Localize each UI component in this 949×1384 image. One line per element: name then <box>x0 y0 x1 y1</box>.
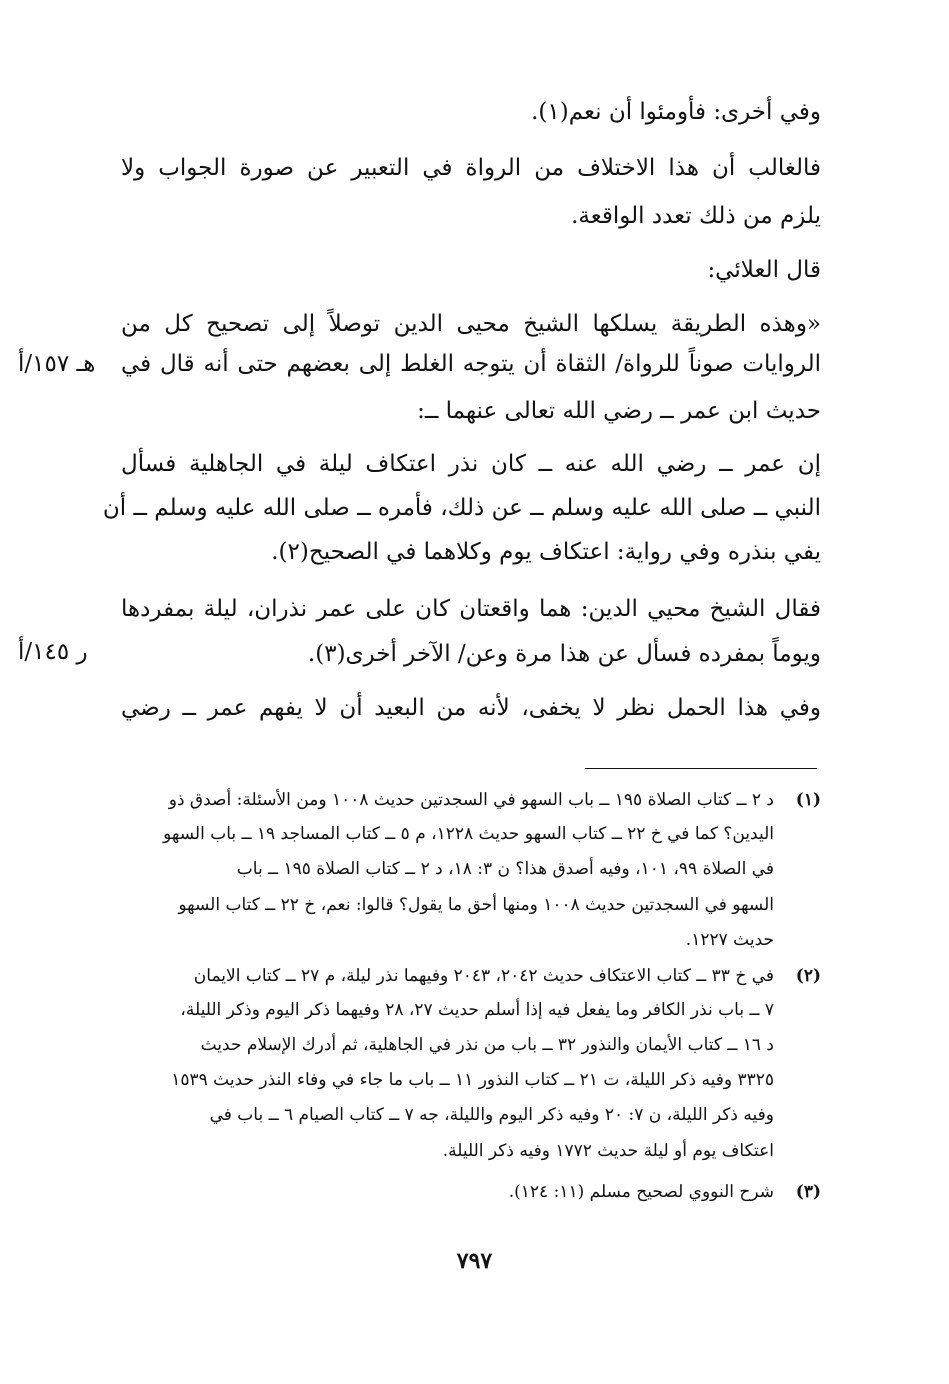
footnote-line: في الصلاة ٩٩، ١٠١، وفيه أصدق هذا؟ ن ٣: ١٨، د ٢ ــ كتاب الصلاة ١٩٥ ــ باب <box>236 859 774 879</box>
quote-line: «وهذه الطريقة يسلكها الشيخ محيى الدين توصلاً إلى تصحيح كل من <box>121 311 821 337</box>
paragraph-line: ويوماً بمفرده فسأل عن هذا مرة وعن/ الآخر أخرى(٣). <box>307 641 821 667</box>
hadith-line: النبي ــ صلى الله عليه وسلم ــ عن ذلك، فأمره ــ صلى الله عليه وسلم ــ أن <box>102 495 821 521</box>
page-number: ٧٩٧ <box>456 1248 493 1274</box>
paragraph-line: فالغالب أن هذا الاختلاف من الرواة في التعبير عن صورة الجواب ولا <box>121 155 821 181</box>
footnote-line: د ٢ ــ كتاب الصلاة ١٩٥ ــ باب السهو في السجدتين حديث ١٠٠٨ ومن الأسئلة: أصدق ذو <box>168 790 774 810</box>
footnote-number: (٢) <box>795 966 821 986</box>
footnote-line: وفيه ذكر الليلة، ن ٧: ٢٠ وفيه ذكر اليوم والليلة، جه ٧ ــ كتاب الصيام ٦ ــ باب في <box>209 1105 774 1125</box>
footnote-line: حديث ١٢٢٧. <box>685 930 774 950</box>
footnote-line: في خ ٣٣ ــ كتاب الاعتكاف حديث ٢٠٤٢، ٢٠٤٣ وفيهما نذر ليلة، م ٢٧ ــ كتاب الايمان <box>193 966 774 986</box>
paragraph-line: وفي هذا الحمل نظر لا يخفى، لأنه من البعيد أن لا يفهم عمر ــ رضي <box>121 695 821 721</box>
footnote-line: ٧ ــ باب نذر الكافر وما يفعل فيه إذا أسلم حديث ٢٧، ٢٨ وفيهما ذكر اليوم وذكر الليلة، <box>180 1000 774 1020</box>
footnote-line: اليدين؟ كما في خ ٢٢ ــ كتاب السهو حديث ١٢٢٨، م ٥ ــ كتاب المساجد ١٩ ــ باب السهو <box>163 824 774 844</box>
hadith-line: يفي بنذره وفي رواية: اعتكاف يوم وكلاهما في الصحيح(٢). <box>271 539 821 565</box>
footnote-line: د ١٦ ــ كتاب الأيمان والنذور ٣٢ ــ باب من نذر في الجاهلية، ثم أدرك الإسلام حديث <box>200 1035 774 1055</box>
footnote-line: السهو في السجدتين حديث ١٠٠٨ ومنها أحق ما يقول؟ قالوا: نعم، خ ٢٢ ــ كتاب السهو <box>178 895 774 915</box>
footnote-number: (١) <box>795 790 821 810</box>
footnote-number: (٣) <box>795 1182 821 1202</box>
margin-reference: هـ ١٥٧/أ <box>18 351 96 377</box>
margin-reference: ر ١٤٥/أ <box>18 639 88 665</box>
hadith-line: إن عمر ــ رضي الله عنه ــ كان نذر اعتكاف ليلة في الجاهلية فسأل <box>121 451 821 477</box>
quote-line: حديث ابن عمر ــ رضي الله تعالى عنهما ــ: <box>417 398 821 424</box>
text-line: وفي أخرى: فأومئوا أن نعم(١). <box>531 99 821 125</box>
paragraph-line: يلزم من ذلك تعدد الواقعة. <box>571 203 821 229</box>
footnote-separator <box>585 768 817 769</box>
quote-line: الروايات صوناً للرواة/ الثقاة أن يتوجه الغلط إلى بعضهم حتى أنه قال في <box>121 351 821 377</box>
footnote-line: شرح النووي لصحيح مسلم (١١: ١٢٤). <box>508 1182 774 1202</box>
paragraph-line: قال العلائي: <box>707 257 821 283</box>
footnote-line: اعتكاف يوم أو ليلة حديث ١٧٧٢ وفيه ذكر الليلة. <box>442 1141 774 1161</box>
paragraph-line: فقال الشيخ محيي الدين: هما واقعتان كان على عمر نذران، ليلة بمفردها <box>121 596 821 622</box>
footnote-line: ٣٣٢٥ وفيه ذكر الليلة، ت ٢١ ــ كتاب النذور ١١ ــ باب ما جاء في وفاء النذر حديث ١٥٣٩ <box>171 1070 774 1090</box>
